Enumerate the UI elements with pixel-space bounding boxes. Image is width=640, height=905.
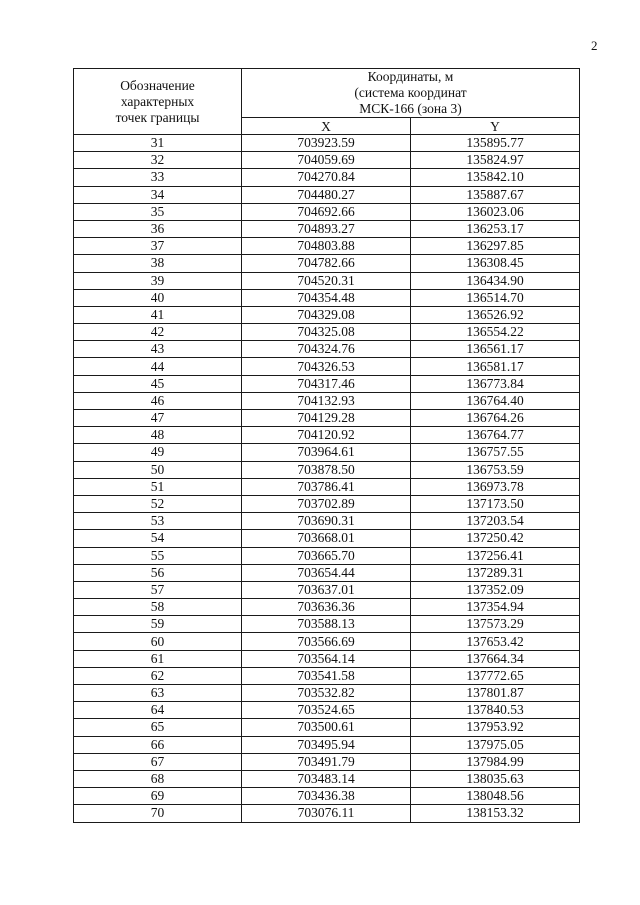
point-number-cell: 46 [74, 392, 242, 409]
x-coordinate-cell: 703668.01 [242, 530, 411, 547]
y-coordinate-cell: 137653.42 [411, 633, 580, 650]
coordinates-table [73, 68, 580, 823]
table-row [74, 444, 580, 461]
x-column-header: X [242, 118, 411, 135]
x-coordinate-cell: 704893.27 [242, 220, 411, 237]
header-line: (система координат [354, 85, 467, 100]
table-row [74, 495, 580, 512]
point-number-cell: 68 [74, 770, 242, 787]
page-number: 2 [591, 38, 598, 53]
point-number-cell: 63 [74, 685, 242, 702]
point-number-cell: 39 [74, 272, 242, 289]
y-coordinate-cell: 137953.92 [411, 719, 580, 736]
header-line: характерных [120, 93, 195, 109]
header-line: МСК-166 (зона 3) [359, 101, 462, 116]
x-coordinate-cell: 703532.82 [242, 685, 411, 702]
point-number-cell: 47 [74, 410, 242, 427]
y-coordinate-cell: 136554.22 [411, 324, 580, 341]
x-coordinate-cell: 703541.58 [242, 667, 411, 684]
x-coordinate-cell: 704129.28 [242, 410, 411, 427]
x-coordinate-cell: 704324.76 [242, 341, 411, 358]
table-row [74, 581, 580, 598]
x-coordinate-cell: 703524.65 [242, 702, 411, 719]
table-row [74, 788, 580, 805]
y-coordinate-cell: 136764.40 [411, 392, 580, 409]
table-row [74, 255, 580, 272]
y-coordinate-cell: 137352.09 [411, 581, 580, 598]
table-row [74, 341, 580, 358]
x-coordinate-cell: 703923.59 [242, 135, 411, 152]
point-number-cell: 61 [74, 650, 242, 667]
y-coordinate-cell: 137801.87 [411, 685, 580, 702]
point-number-cell: 64 [74, 702, 242, 719]
x-coordinate-cell: 703964.61 [242, 444, 411, 461]
table-row [74, 358, 580, 375]
point-number-cell: 56 [74, 564, 242, 581]
x-coordinate-cell: 704326.53 [242, 358, 411, 375]
point-number-cell: 62 [74, 667, 242, 684]
point-number-cell: 65 [74, 719, 242, 736]
x-coordinate-cell: 704059.69 [242, 152, 411, 169]
x-coordinate-cell: 703564.14 [242, 650, 411, 667]
y-coordinate-cell: 136253.17 [411, 220, 580, 237]
table-row [74, 410, 580, 427]
y-coordinate-cell: 136764.77 [411, 427, 580, 444]
point-number-cell: 69 [74, 788, 242, 805]
y-coordinate-cell: 138035.63 [411, 770, 580, 787]
y-coordinate-cell: 136753.59 [411, 461, 580, 478]
point-number-cell: 36 [74, 220, 242, 237]
y-coordinate-cell: 138048.56 [411, 788, 580, 805]
point-number-cell: 66 [74, 736, 242, 753]
x-coordinate-cell: 704803.88 [242, 238, 411, 255]
x-coordinate-cell: 703636.36 [242, 599, 411, 616]
point-number-cell: 32 [74, 152, 242, 169]
table-row [74, 650, 580, 667]
table-row [74, 392, 580, 409]
table-row [74, 238, 580, 255]
x-coordinate-cell: 704329.08 [242, 306, 411, 323]
point-number-cell: 34 [74, 186, 242, 203]
point-number-cell: 53 [74, 513, 242, 530]
header-line: точек границы [115, 109, 200, 125]
y-coordinate-cell: 137975.05 [411, 736, 580, 753]
table-row [74, 272, 580, 289]
y-coordinate-cell: 137840.53 [411, 702, 580, 719]
x-coordinate-cell: 703588.13 [242, 616, 411, 633]
y-coordinate-cell: 137664.34 [411, 650, 580, 667]
table-row [74, 530, 580, 547]
table-row [74, 719, 580, 736]
point-number-cell: 35 [74, 203, 242, 220]
y-coordinate-cell: 136514.70 [411, 289, 580, 306]
table-row [74, 547, 580, 564]
y-coordinate-cell: 137256.41 [411, 547, 580, 564]
y-coordinate-cell: 138153.32 [411, 805, 580, 822]
y-coordinate-cell: 135895.77 [411, 135, 580, 152]
point-number-cell: 60 [74, 633, 242, 650]
point-number-cell: 44 [74, 358, 242, 375]
point-number-cell: 67 [74, 753, 242, 770]
y-coordinate-cell: 137289.31 [411, 564, 580, 581]
x-coordinate-cell: 703878.50 [242, 461, 411, 478]
table-row [74, 616, 580, 633]
x-coordinate-cell: 704317.46 [242, 375, 411, 392]
y-coordinate-cell: 137984.99 [411, 753, 580, 770]
y-coordinate-cell: 136023.06 [411, 203, 580, 220]
x-coordinate-cell: 703491.79 [242, 753, 411, 770]
x-coordinate-cell: 704782.66 [242, 255, 411, 272]
header-line: Обозначение [120, 77, 195, 93]
table-row [74, 186, 580, 203]
point-number-cell: 59 [74, 616, 242, 633]
point-number-cell: 40 [74, 289, 242, 306]
table-row [74, 220, 580, 237]
y-coordinate-cell: 136526.92 [411, 306, 580, 323]
y-coordinate-cell: 136561.17 [411, 341, 580, 358]
point-number-cell: 33 [74, 169, 242, 186]
point-number-cell: 51 [74, 478, 242, 495]
x-coordinate-cell: 704132.93 [242, 392, 411, 409]
table-row [74, 667, 580, 684]
table-row [74, 599, 580, 616]
y-coordinate-cell: 137354.94 [411, 599, 580, 616]
table-row [74, 702, 580, 719]
coordinates-header [242, 69, 580, 118]
table-row [74, 633, 580, 650]
y-column-header: Y [411, 118, 580, 135]
x-coordinate-cell: 704270.84 [242, 169, 411, 186]
x-coordinate-cell: 704520.31 [242, 272, 411, 289]
y-coordinate-cell: 137250.42 [411, 530, 580, 547]
y-coordinate-cell: 136308.45 [411, 255, 580, 272]
x-coordinate-cell: 704325.08 [242, 324, 411, 341]
table-row [74, 152, 580, 169]
point-number-cell: 49 [74, 444, 242, 461]
point-number-cell: 31 [74, 135, 242, 152]
point-number-cell: 45 [74, 375, 242, 392]
table-row [74, 203, 580, 220]
table-row [74, 685, 580, 702]
table-row [74, 289, 580, 306]
y-coordinate-cell: 137573.29 [411, 616, 580, 633]
point-designation-header [74, 69, 242, 135]
table-row [74, 306, 580, 323]
y-coordinate-cell: 137173.50 [411, 495, 580, 512]
point-number-cell: 58 [74, 599, 242, 616]
point-number-cell: 43 [74, 341, 242, 358]
point-number-cell: 37 [74, 238, 242, 255]
x-coordinate-cell: 703495.94 [242, 736, 411, 753]
y-coordinate-cell: 136297.85 [411, 238, 580, 255]
point-number-cell: 54 [74, 530, 242, 547]
table-row [74, 805, 580, 822]
x-coordinate-cell: 703654.44 [242, 564, 411, 581]
table-row [74, 564, 580, 581]
x-coordinate-cell: 703690.31 [242, 513, 411, 530]
x-coordinate-cell: 703436.38 [242, 788, 411, 805]
y-coordinate-cell: 136764.26 [411, 410, 580, 427]
x-coordinate-cell: 704120.92 [242, 427, 411, 444]
y-coordinate-cell: 137203.54 [411, 513, 580, 530]
y-coordinate-cell: 137772.65 [411, 667, 580, 684]
table-row [74, 375, 580, 392]
table-row [74, 427, 580, 444]
table-row [74, 753, 580, 770]
header-line: Координаты, м [367, 69, 454, 84]
point-number-cell: 41 [74, 306, 242, 323]
point-number-cell: 52 [74, 495, 242, 512]
y-coordinate-cell: 136434.90 [411, 272, 580, 289]
table-row [74, 169, 580, 186]
x-coordinate-cell: 703566.69 [242, 633, 411, 650]
point-number-cell: 55 [74, 547, 242, 564]
y-coordinate-cell: 136581.17 [411, 358, 580, 375]
table-row [74, 135, 580, 152]
y-coordinate-cell: 136973.78 [411, 478, 580, 495]
table-row [74, 770, 580, 787]
table-row [74, 736, 580, 753]
table-row [74, 324, 580, 341]
x-coordinate-cell: 703702.89 [242, 495, 411, 512]
x-coordinate-cell: 704480.27 [242, 186, 411, 203]
x-coordinate-cell: 703665.70 [242, 547, 411, 564]
y-coordinate-cell: 136757.55 [411, 444, 580, 461]
point-number-cell: 57 [74, 581, 242, 598]
y-coordinate-cell: 135824.97 [411, 152, 580, 169]
point-number-cell: 48 [74, 427, 242, 444]
x-coordinate-cell: 704692.66 [242, 203, 411, 220]
y-coordinate-cell: 135842.10 [411, 169, 580, 186]
table-row [74, 478, 580, 495]
x-coordinate-cell: 703637.01 [242, 581, 411, 598]
point-number-cell: 42 [74, 324, 242, 341]
x-coordinate-cell: 703500.61 [242, 719, 411, 736]
table-body [74, 135, 580, 823]
x-coordinate-cell: 703076.11 [242, 805, 411, 822]
table-header [74, 69, 580, 135]
x-coordinate-cell: 703483.14 [242, 770, 411, 787]
point-number-cell: 38 [74, 255, 242, 272]
table-row [74, 513, 580, 530]
point-number-cell: 50 [74, 461, 242, 478]
x-coordinate-cell: 703786.41 [242, 478, 411, 495]
point-number-cell: 70 [74, 805, 242, 822]
y-coordinate-cell: 135887.67 [411, 186, 580, 203]
table-row [74, 461, 580, 478]
y-coordinate-cell: 136773.84 [411, 375, 580, 392]
x-coordinate-cell: 704354.48 [242, 289, 411, 306]
